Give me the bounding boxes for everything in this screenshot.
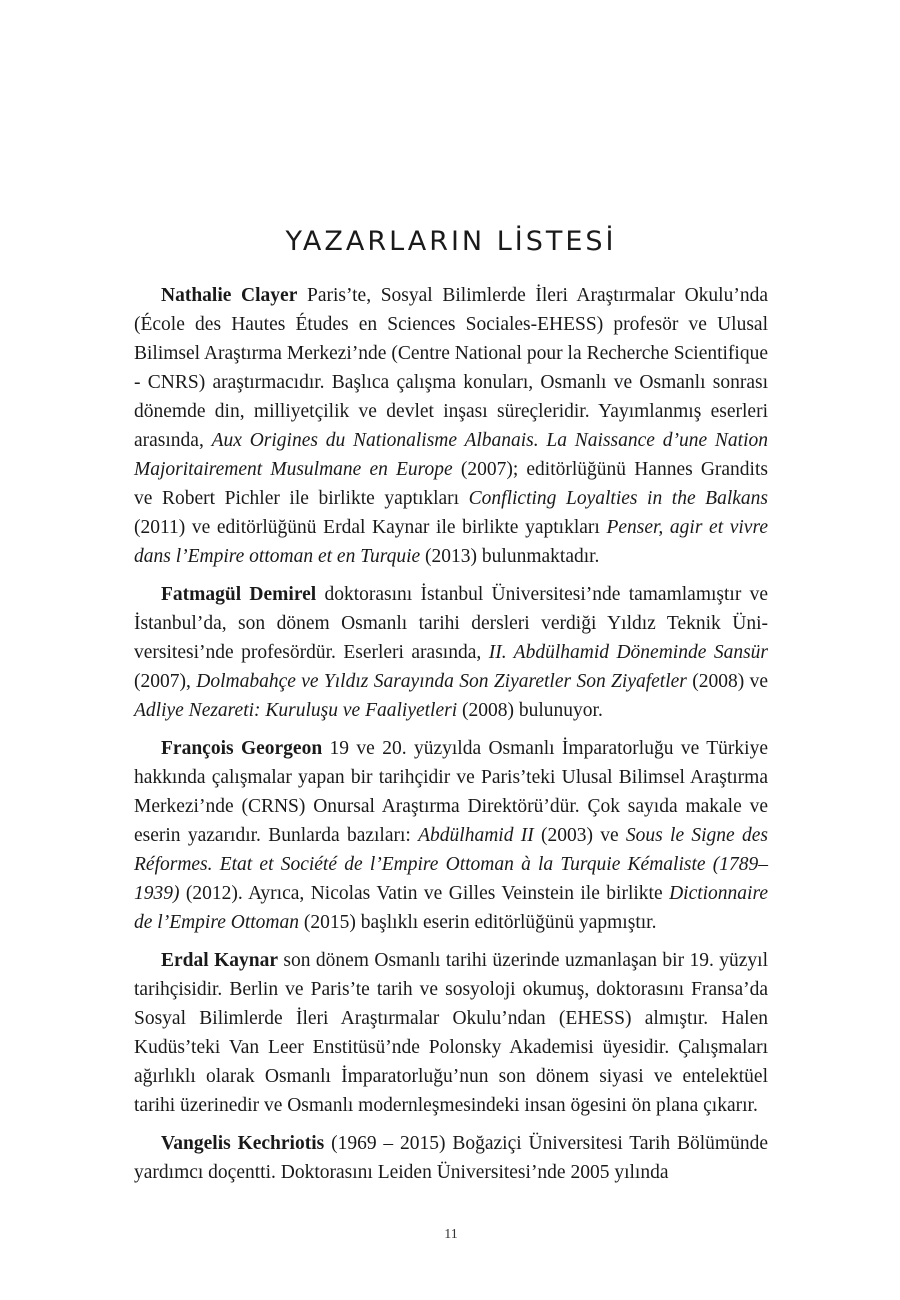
work-title: Abdülhamid II [418,825,534,846]
author-name: François Georgeon [161,738,323,759]
author-entry-kechriotis [134,1129,768,1187]
author-name: Vangelis Kechriotis [161,1133,325,1154]
author-entry-georgeon [134,734,768,937]
author-bio-text: (2013) bulunmaktadır. [420,546,600,567]
author-bio-text: 19 ve 20. yüzyılda Osmanlı İmparatorluğu ve Türkiye hakkında çalışmalar yapan bir tarihçidir ve Paris’teki Ulusal Bilimsel Araştırma Merkezi’nde (CRNS) Onursal Araştırma Direktörü’dür. Çok sayıda makale ve eserin yazarıdır. Bunlarda bazıları: [134,738,768,846]
author-bio-text: (2008) bulunuyor. [457,700,603,721]
author-bio-text: son dönem Osmanlı tarihi üzerinde uzmanlaşan bir 19. yüzyıl tarihçisidir. Berlin ve Paris’te tarih ve sosyoloji okumuş, doktorasını Fransa’da Sosyal Bilimlerde İleri Araştırmalar Okulu’ndan (EHESS) almıştır. Halen Kudüs’teki Van Leer Enstitüsü’nde Polonsky Akademisi üyesidir. Çalışmaları ağırlıklı olarak Osmanlı İmparatorluğu’nun son dönem siyasi ve entelektüel tarihi üzerinedir ve Osmanlı modernleşmesindeki insan ögesini ön plana çıkarır. [134,950,768,1116]
author-bio-text: doktorasını İstanbul Üniversitesi’nde tamamlamıştır ve İstanbul’da, son dönem Osmanlı tarihi dersleri verdiği Yıldız Teknik Üniversitesi’nde profesördür. Eserleri arasında, [134,584,768,663]
author-bio-text: (2012). Ayrıca, Nicolas Vatin ve Gilles Veinstein ile birlikte [179,883,670,904]
work-title: Adliye Nezareti: Kuruluşu ve Faaliyetleri [134,700,458,721]
author-bio-text: (2015) başlıklı eserin editörlüğünü yapmıştır. [299,912,657,933]
work-title: II. Abdülhamid Döneminde Sansür [488,642,769,663]
work-title: Aux Origines du Nationalisme Albanais. La Naissance d’une Nation Majoritairement Musulmane en Europe [134,430,768,480]
author-bio-text: (2003) ve [533,825,626,846]
page-number: 11 [444,1227,458,1242]
author-bio-text: (2007); editörlüğünü Hannes Grandits ve Robert Pichler ile birlikte yaptıkları [134,459,768,509]
book-page [134,0,768,1300]
author-bio-text: (2007), [134,671,197,692]
page-heading: YAZARLARIN LİSTESİ [285,226,617,257]
author-name: Nathalie Clayer [161,285,298,306]
work-title: Sous le Signe des Réformes. Etat et Société de l’Empire Ottoman à la Turquie Kémaliste (1789–1939) [134,825,768,904]
author-entry-clayer [134,281,768,571]
author-name: Erdal Kaynar [161,950,278,971]
work-title: Penser, agir et vivre dans l’Empire ottoman et en Turquie [134,517,768,567]
author-bio-text: (2011) ve editörlüğünü Erdal Kaynar ile birlikte yaptıkları [134,517,607,538]
work-title: Conflicting Loyalties in the Balkans [468,488,769,509]
author-entry-kaynar [134,946,768,1120]
work-title: Dictionnaire de l’Empire Ottoman [134,883,768,933]
author-name: Fatmagül Demirel [161,584,317,605]
author-bio-text: Paris’te, Sosyal Bilimlerde İleri Araştırmalar Okulu’nda (École des Hautes Études en Sciences Sociales-EHESS) profesör ve Ulusal Bilimsel Araştırma Merkezi’nde (Centre National pour la Recherche Scientifique - CNRS) araştırmacıdır. Başlıca çalışma konuları, Osmanlı ve Osmanlı sonrası dönemde din, milliyetçilik ve devlet inşası süreçleridir. Yayımlanmış eserleri arasında, [134,285,768,451]
author-bio-text: (1969 – 2015) Boğaziçi Üniversitesi Tarih Bölümünde yardımcı doçentti. Doktorasını Leiden Üniversitesi’nde 2005 yılında [134,1133,768,1183]
author-bio-text: (2008) ve [686,671,768,692]
author-list [134,281,768,1196]
author-entry-demirel [134,580,768,725]
work-title: Dolmabahçe ve Yıldız Sarayında Son Ziyaretler Son Ziyafetler [196,671,687,692]
